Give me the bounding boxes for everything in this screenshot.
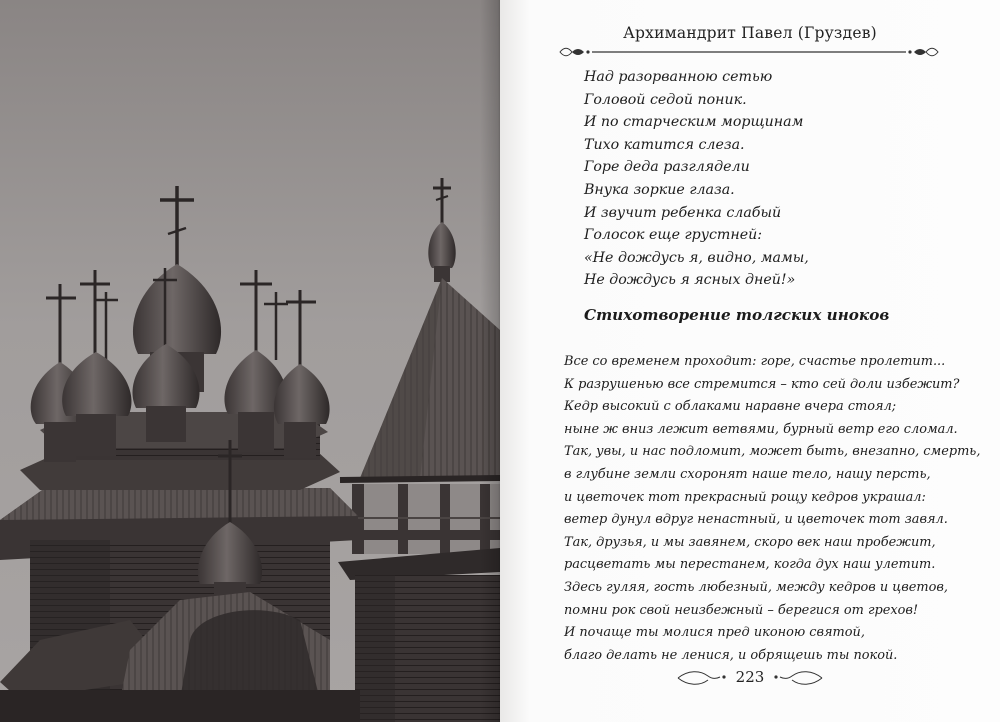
poem-line: Не дождусь я ясных дней!» [584,272,796,289]
verse-line: Так, увы, и нас подломит, может быть, внезапно, смерть, [564,444,981,460]
verse-line: ветер дунул вдруг ненастный, и цветочек тот завял. [564,512,948,528]
page-folio [660,666,840,690]
poem-line: Внука зоркие глаза. [584,181,735,198]
verse-line: в глубине земли схоронят наше тело, нашу персть, [564,466,931,482]
verse-line: И почаще ты молися пред иконою святой, [564,625,865,641]
poem-line: Над разорванною сетью [584,69,773,85]
verse-line: Здесь гуляя, гость любезный, между кедров и цветов, [564,579,948,595]
poem-line: И по старческим морщинам [584,114,804,131]
verse-line: ныне ж вниз лежит ветвями, бурный ветр его сломал. [564,421,958,437]
header-ornament-rule [558,45,940,59]
poem-fragment [584,66,809,292]
right-ornament [908,48,938,56]
section-verse [564,351,980,667]
poem-line: «Не дождусь я, видно, мамы, [584,249,809,266]
verse-line: помни рок свой неизбежный – берегися от грехов! [564,602,919,618]
page-number: 223 [735,668,765,686]
verse-line: Так, друзья, и мы завянем, скоро век наш пробежит, [564,534,936,550]
running-head: Архимандрит Павел (Груздев) [623,24,877,42]
poem-line: Тихо катится слеза. [584,136,745,153]
right-page [500,0,1000,722]
verse-line: Все со временем проходит: горе, счастье пролетит... [564,354,946,369]
poem-line: Головой седой поник. [584,91,747,108]
poem-line: И звучит ребенка слабый [584,204,782,221]
verse-line: Кедр высокий с облаками наравне вчера стоял; [564,399,897,415]
left-ornament [560,48,590,56]
verse-line: расцветать мы перестанем, когда дух наш улетит. [564,557,936,573]
verse-line: благо делать не ленися, и обрящешь ты покой. [564,647,898,663]
verse-line: К разрушенью все стремится – кто сей доли избежит? [564,376,960,392]
poem-line: Горе деда разглядели [584,159,750,176]
section-title: Стихотворение толгских иноков [584,306,890,324]
poem-line: Голосок еще грустней: [584,227,763,244]
verse-line: и цветочек тот прекрасный рощу кедров украшал: [564,489,926,505]
